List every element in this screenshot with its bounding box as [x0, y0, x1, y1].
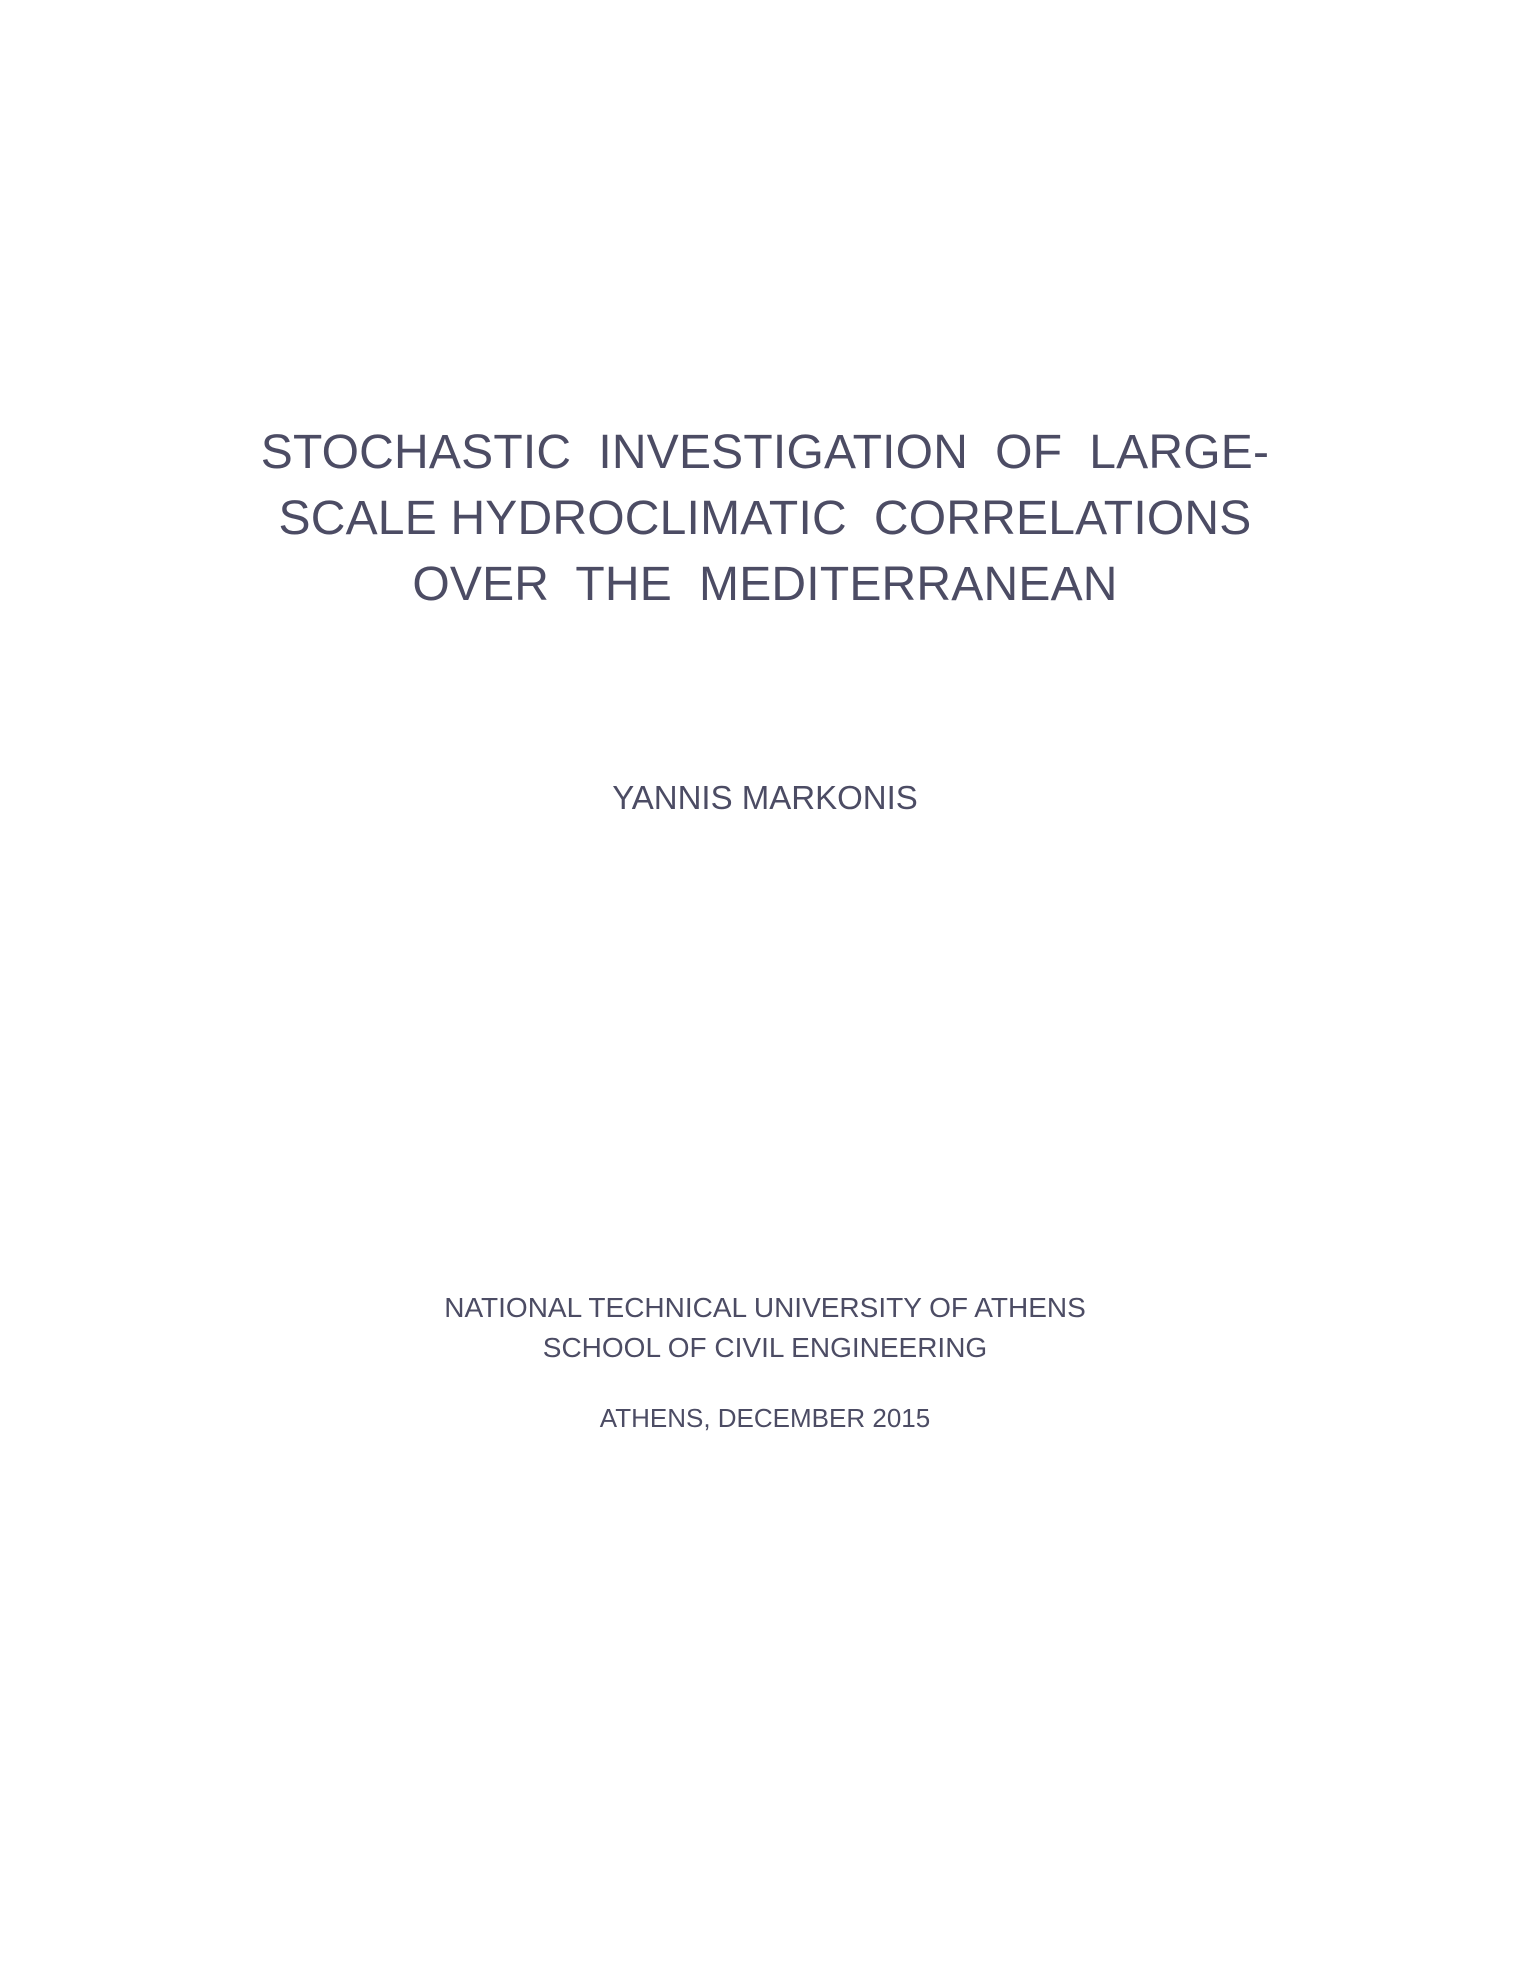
title-line-2: SCALE HYDROCLIMATIC CORRELATIONS [278, 492, 1252, 545]
title-line-3: OVER THE MEDITERRANEAN [412, 558, 1118, 611]
title-line-1: STOCHASTIC INVESTIGATION OF LARGE- [260, 426, 1270, 479]
university-name: NATIONAL TECHNICAL UNIVERSITY OF ATHENS [444, 1292, 1086, 1323]
institution-block [0, 1288, 1530, 1368]
place-and-date: ATHENS, DECEMBER 2015 [599, 1403, 931, 1433]
school-name: SCHOOL OF CIVIL ENGINEERING [542, 1332, 988, 1363]
document-title [0, 420, 1530, 618]
author-name: YANNIS MARKONIS [612, 779, 918, 816]
